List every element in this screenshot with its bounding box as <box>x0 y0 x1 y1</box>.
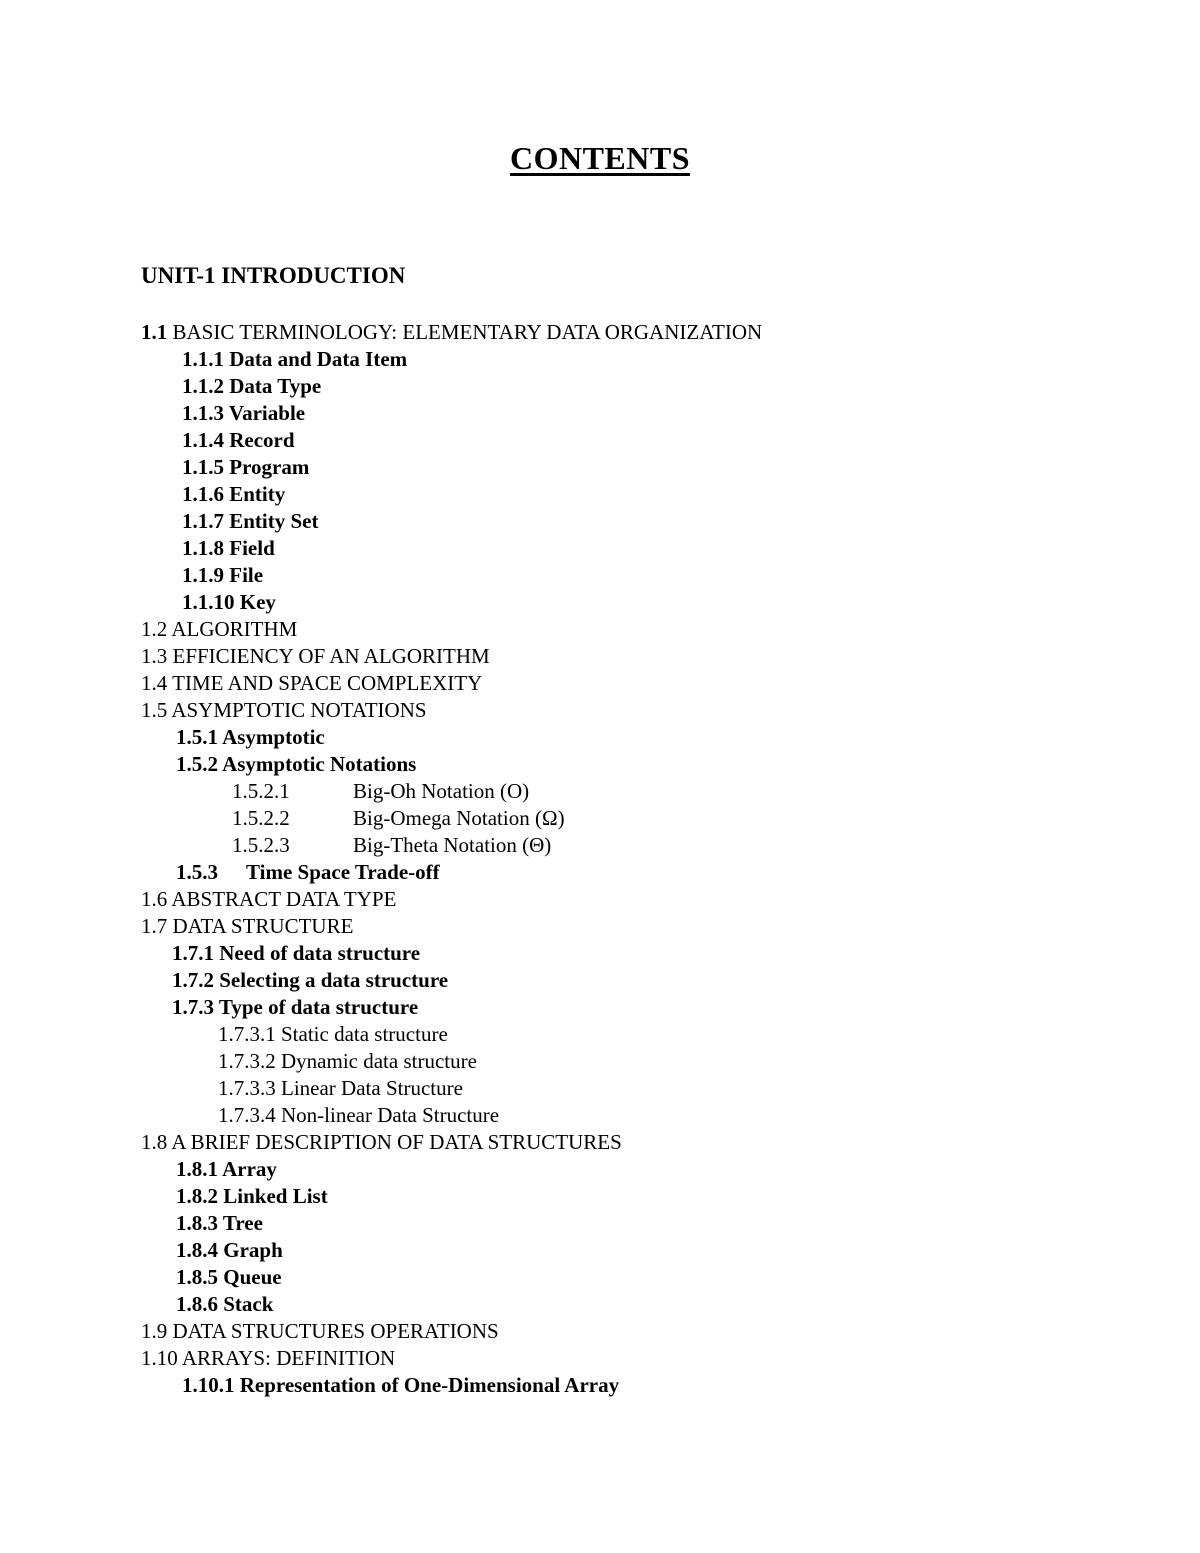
toc-entry-1-8[interactable]: 1.8 A BRIEF DESCRIPTION OF DATA STRUCTURES <box>141 1130 622 1154</box>
toc-entry-1-1-10[interactable]: 1.1.10 Key <box>182 590 276 614</box>
toc-entry-1-1-1[interactable]: 1.1.1 Data and Data Item <box>182 347 408 371</box>
toc-entry-label: BASIC TERMINOLOGY: ELEMENTARY DATA ORGANIZATION <box>172 320 763 344</box>
toc-entry-1-1-5[interactable]: 1.1.5 Program <box>182 455 310 479</box>
toc-entry-1-8-5[interactable]: 1.8.5 Queue <box>176 1265 282 1289</box>
toc-entry-1-5-3[interactable] <box>141 859 1141 886</box>
toc-entry-1-7-3-1[interactable]: 1.7.3.1 Static data structure <box>218 1022 448 1046</box>
toc-entry-1-1-8[interactable]: 1.1.8 Field <box>182 536 275 560</box>
toc-entry-label: Big-Oh Notation (O) <box>353 779 530 803</box>
toc-entry-1-5-2-2[interactable] <box>141 805 1141 832</box>
toc-entry-1-5-2[interactable]: 1.5.2 Asymptotic Notations <box>176 752 417 776</box>
toc-entry-1-10[interactable]: 1.10 ARRAYS: DEFINITION <box>141 1346 396 1370</box>
toc-entry-number: 1.5.2.1 <box>232 779 290 803</box>
toc-entry-1-1[interactable] <box>141 319 1141 346</box>
toc-entry-1-8-2[interactable]: 1.8.2 Linked List <box>176 1184 328 1208</box>
toc-entry-1-10-1[interactable]: 1.10.1 Representation of One-Dimensional Array <box>182 1373 620 1397</box>
toc-entry-number: 1.1 <box>141 320 168 344</box>
toc-entry-1-8-6[interactable]: 1.8.6 Stack <box>176 1292 274 1316</box>
toc-entry-1-7-1[interactable]: 1.7.1 Need of data structure <box>172 941 421 965</box>
toc-entry-1-7[interactable]: 1.7 DATA STRUCTURE <box>141 914 354 938</box>
toc-entry-1-5-1[interactable]: 1.5.1 Asymptotic <box>176 725 325 749</box>
toc-entry-1-7-2[interactable]: 1.7.2 Selecting a data structure <box>172 968 449 992</box>
toc-entry-1-8-3[interactable]: 1.8.3 Tree <box>176 1211 263 1235</box>
toc-entry-1-1-7[interactable]: 1.1.7 Entity Set <box>182 509 319 533</box>
toc-entry-1-3[interactable]: 1.3 EFFICIENCY OF AN ALGORITHM <box>141 644 490 668</box>
toc-entry-1-5[interactable]: 1.5 ASYMPTOTIC NOTATIONS <box>141 698 427 722</box>
unit-heading: UNIT-1 INTRODUCTION <box>141 263 406 288</box>
toc-entry-1-5-2-3[interactable] <box>141 832 1141 859</box>
toc-entry-1-5-2-1[interactable] <box>141 778 1141 805</box>
toc-entry-label: Big-Omega Notation (Ω) <box>353 806 565 830</box>
toc-entry-1-1-2[interactable]: 1.1.2 Data Type <box>182 374 322 398</box>
toc-entry-label: Time Space Trade-off <box>246 860 440 884</box>
toc-entry-1-8-4[interactable]: 1.8.4 Graph <box>176 1238 283 1262</box>
toc-entry-number: 1.5.3 <box>176 860 218 884</box>
toc-entry-number: 1.5.2.3 <box>232 833 290 857</box>
page-title: CONTENTS <box>509 140 691 176</box>
toc-entry-label: Big-Theta Notation (Θ) <box>353 833 552 857</box>
toc-entry-1-7-3-4[interactable]: 1.7.3.4 Non-linear Data Structure <box>218 1103 500 1127</box>
toc-entry-1-1-6[interactable]: 1.1.6 Entity <box>182 482 286 506</box>
toc-entry-1-1-3[interactable]: 1.1.3 Variable <box>182 401 306 425</box>
toc-entry-number: 1.5.2.2 <box>232 806 290 830</box>
toc-entry-1-9[interactable]: 1.9 DATA STRUCTURES OPERATIONS <box>141 1319 499 1343</box>
toc-entry-1-4[interactable]: 1.4 TIME AND SPACE COMPLEXITY <box>141 671 483 695</box>
toc-entry-1-7-3-2[interactable]: 1.7.3.2 Dynamic data structure <box>218 1049 477 1073</box>
table-of-contents <box>141 319 1141 1399</box>
toc-entry-1-7-3[interactable]: 1.7.3 Type of data structure <box>172 995 419 1019</box>
toc-entry-1-1-9[interactable]: 1.1.9 File <box>182 563 264 587</box>
toc-entry-1-2[interactable]: 1.2 ALGORITHM <box>141 617 298 641</box>
toc-entry-1-6[interactable]: 1.6 ABSTRACT DATA TYPE <box>141 887 397 911</box>
toc-entry-1-1-4[interactable]: 1.1.4 Record <box>182 428 295 452</box>
toc-entry-1-8-1[interactable]: 1.8.1 Array <box>176 1157 277 1181</box>
toc-entry-1-7-3-3[interactable]: 1.7.3.3 Linear Data Structure <box>218 1076 463 1100</box>
